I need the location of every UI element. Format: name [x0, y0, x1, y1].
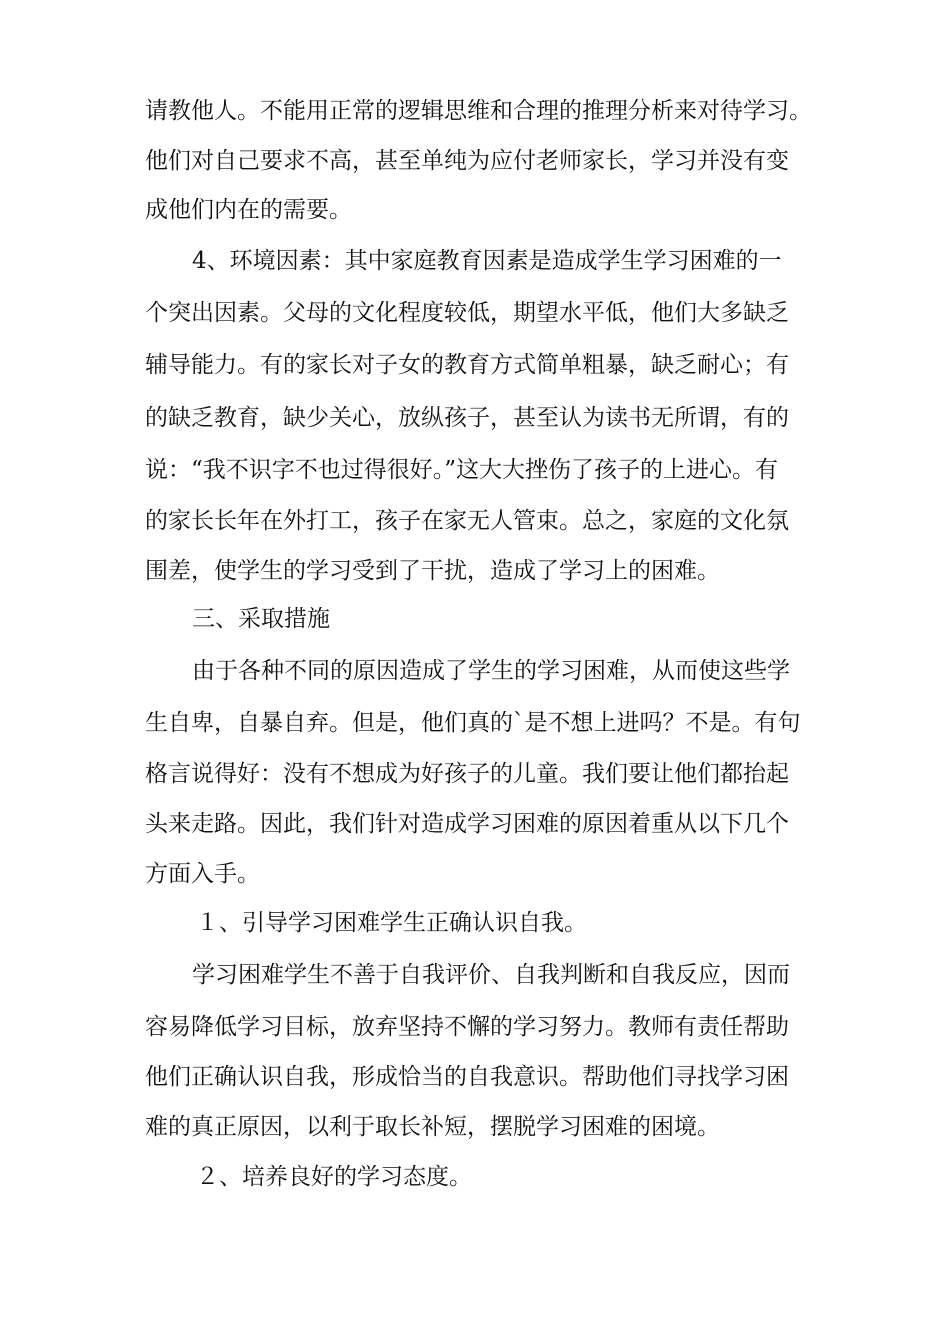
text-line: 个突出因素。父母的文化程度较低，期望水平低，他们大多缺乏 — [145, 300, 789, 326]
section-heading-environment: 4、环境因素：其中家庭教育因素是造成学生学习困难的一 — [192, 248, 782, 274]
text-line: 由于各种不同的原因造成了学生的学习困难，从而使这些学 — [192, 658, 790, 684]
text-line: 的家长长年在外打工，孩子在家无人管束。总之，家庭的文化氛 — [145, 508, 789, 534]
subheading-learning-attitude: ２、培养良好的学习态度。 — [196, 1164, 472, 1190]
text-line: 他们对自己要求不高，甚至单纯为应付老师家长，学习并没有变 — [145, 148, 789, 174]
subheading-self-awareness: １、引导学习困难学生正确认识自我。 — [196, 910, 587, 936]
text-line: 头来走路。因此，我们针对造成学习困难的原因着重从以下几个 — [145, 811, 789, 837]
text-line: 的缺乏教育，缺少关心，放纵孩子，甚至认为读书无所谓，有的 — [145, 405, 789, 431]
text-line: 难的真正原因，以利于取长补短，摆脱学习困难的困境。 — [145, 1114, 720, 1140]
text-line: 他们正确认识自我，形成恰当的自我意识。帮助他们寻找学习困 — [145, 1064, 789, 1090]
text-line: 围差，使学生的学习受到了干扰，造成了学习上的困难。 — [145, 558, 720, 584]
text-line: 成他们内在的需要。 — [145, 197, 352, 223]
text-line: 格言说得好：没有不想成为好孩子的儿童。我们要让他们都抬起 — [145, 761, 789, 787]
text-line: 学习困难学生不善于自我评价、自我判断和自我反应，因而 — [192, 962, 790, 988]
text-line: 生自卑，自暴自弃。但是，他们真的`是不想上进吗？不是。有句 — [145, 710, 801, 736]
text-line: 方面入手。 — [145, 861, 260, 887]
section-heading-measures: 三、采取措施 — [192, 606, 330, 632]
text-line: 辅导能力。有的家长对子女的教育方式简单粗暴，缺乏耐心；有 — [145, 352, 789, 378]
text-line: 说：“我不识字不也过得很好。”这大大挫伤了孩子的上进心。有 — [145, 457, 779, 483]
text-line: 请教他人。不能用正常的逻辑思维和合理的推理分析来对待学习。 — [145, 98, 812, 124]
text-line: 容易降低学习目标，放弃坚持不懈的学习努力。教师有责任帮助 — [145, 1014, 789, 1040]
